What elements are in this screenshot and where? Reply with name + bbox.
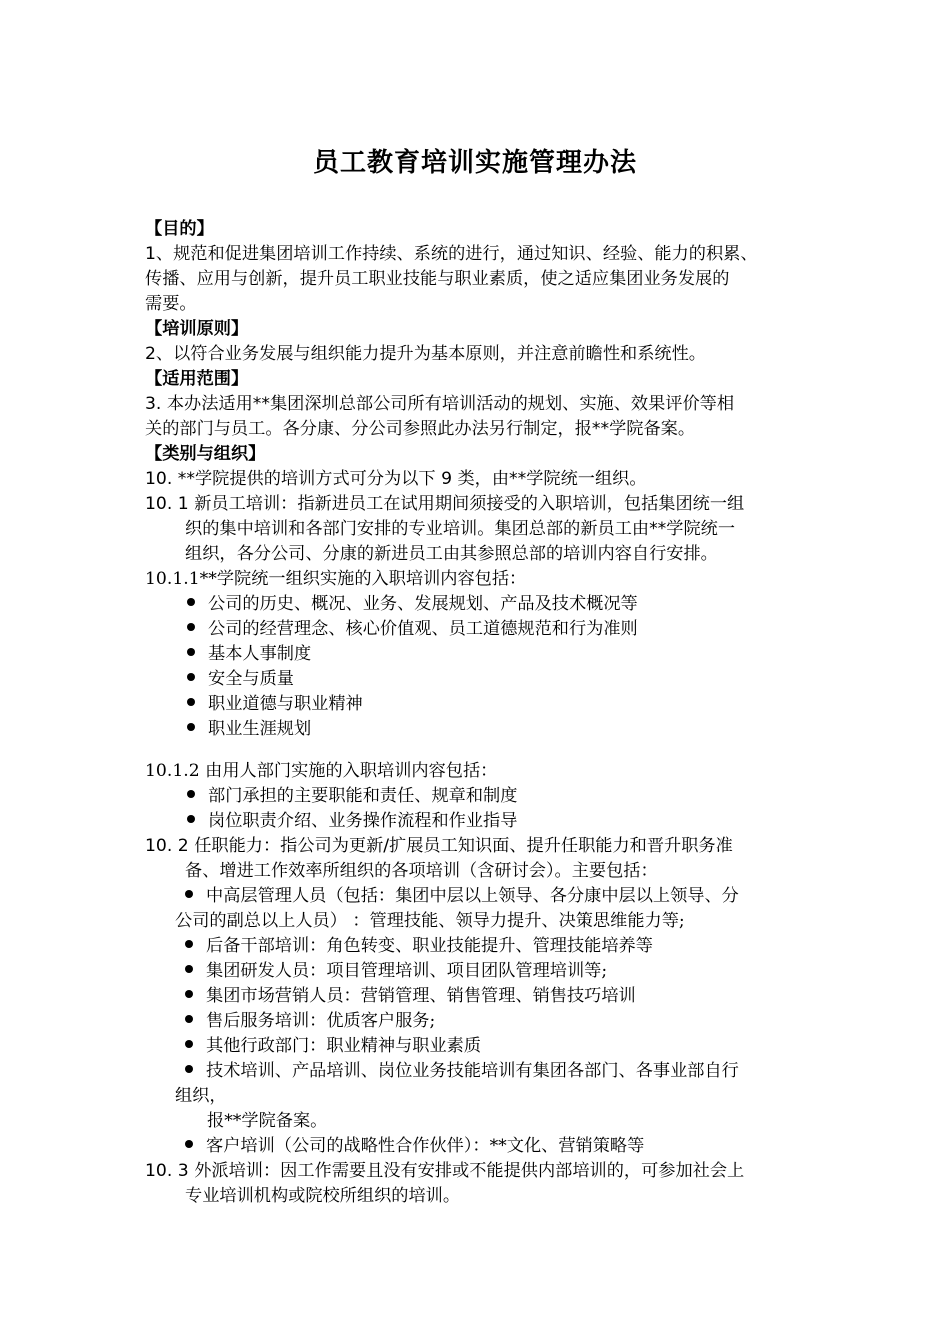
- bullet-icon: [185, 965, 193, 973]
- bullet-icon: [185, 890, 193, 898]
- bullet-icon: [187, 723, 195, 731]
- list-item: 集团市场营销人员：营销管理、销售管理、销售技巧培训: [145, 984, 825, 1009]
- list-item: 中高层管理人员（包括：集团中层以上领导、各分康中层以上领导、分: [145, 884, 825, 909]
- paragraph-line: 2、以符合业务发展与组织能力提升为基本原则，并注意前瞻性和系统性。: [145, 344, 706, 364]
- subsection-title: 10.1.1**学院统一组织实施的入职培训内容包括：: [145, 569, 527, 589]
- list-item: 公司的经营理念、核心价值观、员工道德规范和行为准则: [145, 617, 825, 642]
- bullet-icon: [187, 623, 195, 631]
- list-item-continuation: 报**学院备案。: [207, 1111, 328, 1131]
- section-heading-principles: 【培训原则】: [145, 319, 249, 339]
- list-item-continuation: 组织，: [175, 1086, 227, 1106]
- paragraph-line: 3. 本办法适用**集团深圳总部公司所有培训活动的规划、实施、效果评价等相: [145, 394, 735, 414]
- list-item: 客户培训（公司的战略性合作伙伴）：**文化、营销策略等: [145, 1134, 825, 1159]
- bullet-icon: [185, 1140, 193, 1148]
- spacer: [145, 742, 825, 759]
- bullet-icon: [185, 940, 193, 948]
- subsection-title: 10.1.2 由用人部门实施的入职培训内容包括：: [145, 761, 498, 781]
- list-item: 其他行政部门：职业精神与职业素质: [145, 1034, 825, 1059]
- bullet-icon: [185, 1015, 193, 1023]
- section-heading-purpose: 【目的】: [145, 219, 214, 239]
- list-item: 售后服务培训：优质客户服务;: [145, 1009, 825, 1034]
- bullet-icon: [185, 1040, 193, 1048]
- list-item: 基本人事制度: [145, 642, 825, 667]
- list-item-continuation: 公司的副总以上人员） ：管理技能、领导力提升、决策思维能力等;: [175, 911, 685, 931]
- paragraph-line: 10. 2 任职能力：指公司为更新/扩展员工知识面、提升任职能力和晋升职务准: [145, 836, 733, 856]
- paragraph-line: 10. 3 外派培训：因工作需要且没有安排或不能提供内部培训的，可参加社会上: [145, 1161, 745, 1181]
- bullet-icon: [185, 1065, 193, 1073]
- paragraph-line: 10. **学院提供的培训方式可分为以下 9 类，由**学院统一组织。: [145, 469, 647, 489]
- bullet-icon: [187, 673, 195, 681]
- paragraph-line: 备、增进工作效率所组织的各项培训（含研讨会）。主要包括：: [185, 861, 658, 881]
- paragraph-line: 组织，各分公司、分康的新进员工由其参照总部的培训内容自行安排。: [185, 544, 718, 564]
- bullet-icon: [187, 648, 195, 656]
- list-item: 职业生涯规划: [145, 717, 825, 742]
- paragraph-line: 1、规范和促进集团培训工作持续、系统的进行，通过知识、经验、能力的积累、: [145, 244, 758, 264]
- bullet-icon: [185, 990, 193, 998]
- list-item: 职业道德与职业精神: [145, 692, 825, 717]
- list-item: 公司的历史、概况、业务、发展规划、产品及技术概况等: [145, 592, 825, 617]
- bullet-icon: [187, 698, 195, 706]
- paragraph-line: 织的集中培训和各部门安排的专业培训。集团总部的新员工由**学院统一: [185, 519, 736, 539]
- section-heading-categories: 【类别与组织】: [145, 444, 266, 464]
- paragraph-line: 需要。: [145, 294, 197, 314]
- document-body: [145, 217, 825, 1209]
- bullet-icon: [187, 790, 195, 798]
- bullet-icon: [187, 815, 195, 823]
- list-item: 部门承担的主要职能和责任、规章和制度: [145, 784, 825, 809]
- list-item: 安全与质量: [145, 667, 825, 692]
- list-item: 岗位职责介绍、业务操作流程和作业指导: [145, 809, 825, 834]
- bullet-icon: [187, 598, 195, 606]
- list-item: 技术培训、产品培训、岗位业务技能培训有集团各部门、各事业部自行: [145, 1059, 825, 1084]
- section-heading-scope: 【适用范围】: [145, 369, 249, 389]
- list-item: 后备干部培训：角色转变、职业技能提升、管理技能培养等: [145, 934, 825, 959]
- paragraph-line: 专业培训机构或院校所组织的培训。: [185, 1186, 461, 1206]
- paragraph-line: 传播、应用与创新，提升员工职业技能与职业素质，使之适应集团业务发展的: [145, 269, 730, 289]
- paragraph-line: 关的部门与员工。各分康、分公司参照此办法另行制定，报**学院备案。: [145, 419, 696, 439]
- document-title: 员工教育培训实施管理办法: [312, 148, 637, 178]
- list-item: 集团研发人员：项目管理培训、项目团队管理培训等;: [145, 959, 825, 984]
- paragraph-line: 10. 1 新员工培训：指新进员工在试用期间须接受的入职培训，包括集团统一组: [145, 494, 745, 514]
